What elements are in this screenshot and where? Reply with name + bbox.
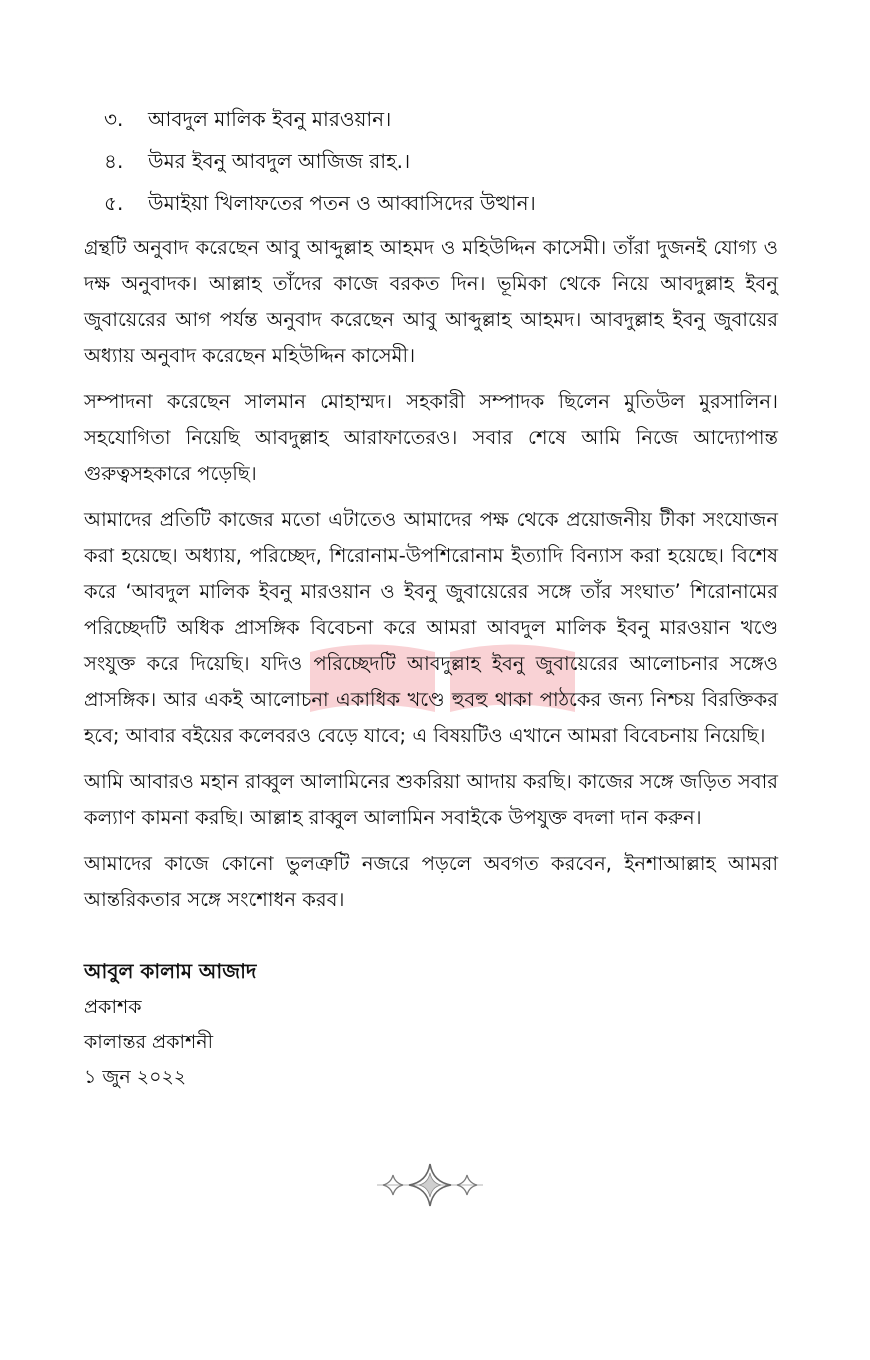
list-item-number: ৫. [104, 191, 124, 215]
signature-publisher: কালান্তর প্রকাশনী [84, 1031, 214, 1053]
paragraph-editors: সম্পাদনা করেছেন সালমান মোহাম্মদ। সহকারী সম্পাদক ছিলেন মুতিউল মুরসালিন। সহযোগিতা নিয়েছি আবদুল্লাহ আরাফাতেরও। সবার শেষে আমি নিজে আদ্যোপান্ত গুরুত্বসহকারে পড়েছি। [84, 390, 778, 485]
paragraph-gratitude: আমি আবারও মহান রাব্বুল আলামিনের শুকরিয়া আদায় করছি। কাজের সঙ্গে জড়িত সবার কল্যাণ কামনা করছি। আল্লাহ রাব্বুল আলামিন সবাইকে উপযুক্ত বদলা দান করুন। [84, 770, 778, 829]
list-item-number: ৪. [104, 149, 124, 173]
list-item [84, 140, 778, 182]
signature-block [84, 952, 778, 1095]
signature-date: ১ জুন ২০২২ [84, 1066, 187, 1088]
paragraph-translators: গ্রন্থটি অনুবাদ করেছেন আবু আব্দুল্লাহ আহমদ ও মহিউদ্দিন কাসেমী। তাঁরা দুজনই যোগ্য ও দক্ষ অনুবাদক। আল্লাহ তাঁদের কাজে বরকত দিন। ভূমিকা থেকে নিয়ে আবদুল্লাহ ইবনু জুবায়েরের আগ পর্যন্ত অনুবাদ করেছেন আবু আব্দুল্লাহ আহমদ। আবদুল্লাহ ইবনু জুবায়ের অধ্যায় অনুবাদ করেছেন মহিউদ্দিন কাসেমী। [84, 236, 778, 367]
sparkle-star-ornament-icon [375, 1160, 485, 1210]
document-page [84, 98, 778, 1095]
paragraph-annotations: আমাদের প্রতিটি কাজের মতো এটাতেও আমাদের পক্ষ থেকে প্রয়োজনীয় টীকা সংযোজন করা হয়েছে। অধ্যায়, পরিচ্ছেদ, শিরোনাম-উপশিরোনাম ইত্যাদি বিন্যাস করা হয়েছে। বিশেষ করে ‘আবদুল মালিক ইবনু মারওয়ান ও ইবনু জুবায়েরের সঙ্গে তাঁর সংঘাত’ শিরোনামের পরিচ্ছেদটি অধিক প্রাসঙ্গিক বিবেচনা করে আমরা আবদুল মালিক ইবনু মারওয়ান খণ্ডে সংযুক্ত করে দিয়েছি। যদিও পরিচ্ছেদটি আবদুল্লাহ ইবনু জুবায়েরের আলোচনার সঙ্গেও প্রাসঙ্গিক। আর একই আলোচনা একাধিক খণ্ডে হুবহু থাকা পাঠকের জন্য নিশ্চয় বিরক্তিকর হবে; আবার বইয়ের কলেবরও বেড়ে যাবে; এ বিষয়টিও এখানে আমরা বিবেচনায় নিয়েছি। [84, 508, 778, 747]
list-item [84, 98, 778, 140]
list-item-text: উমর ইবনু আবদুল আজিজ রাহ.। [148, 149, 411, 173]
volume-list [84, 98, 778, 224]
list-item-number: ৩. [104, 107, 124, 131]
list-item-text: আবদুল মালিক ইবনু মারওয়ান। [148, 107, 392, 131]
paragraph-corrections: আমাদের কাজে কোনো ভুলত্রুটি নজরে পড়লে অবগত করবেন, ইনশাআল্লাহ আমরা আন্তরিকতার সঙ্গে সংশোধন করব। [84, 852, 778, 911]
signature-name: আবুল কালাম আজাদ [84, 959, 257, 983]
list-item [84, 182, 778, 224]
list-item-text: উমাইয়া খিলাফতের পতন ও আব্বাসিদের উত্থান। [148, 191, 536, 215]
signature-role: প্রকাশক [84, 996, 142, 1018]
